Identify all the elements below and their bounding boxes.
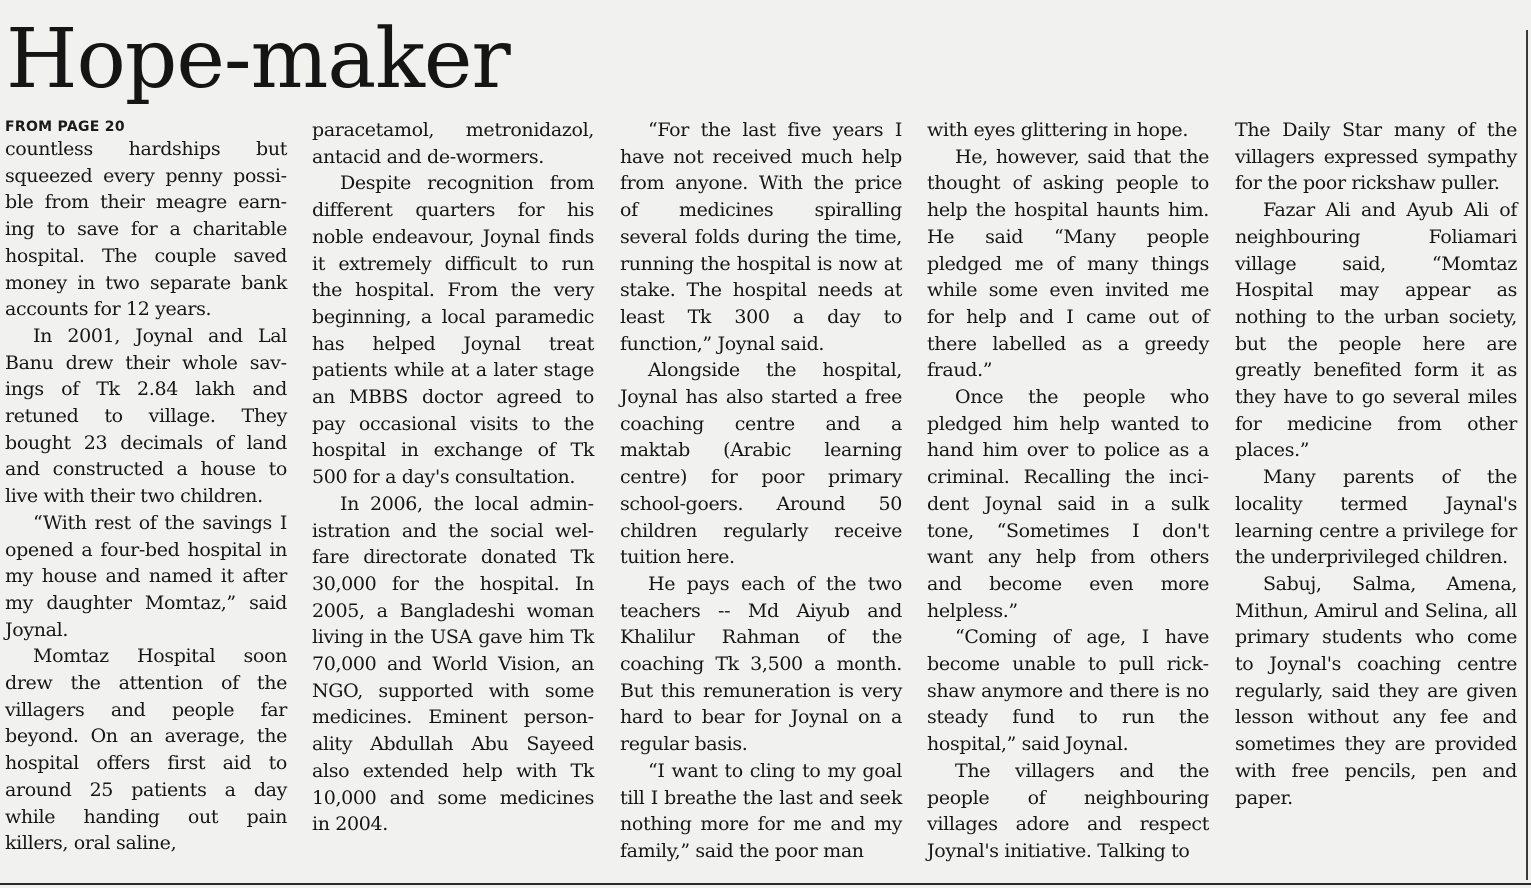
paragraph: Sabuj, Salma, Amena, Mithun, Amirul and Selina, all primary students who come to Joynal's coaching centre regularly, said they are given lesson without any fee and sometimes they are provided with free pencils, pen and paper.	[1235, 572, 1517, 809]
article-column-1	[5, 119, 287, 857]
article-column-4	[927, 117, 1209, 865]
paragraph: Despite recognition from different quarters for his noble endeavour, Joynal finds it extremely difficult to run the hospital. From the very beginning, a local paramedic has helped Joynal treat patients while at a later stage an MBBS doctor agreed to pay occasional visits to the hospital in exchange of Tk 500 for a day's consultation.	[312, 172, 594, 489]
paragraph: The villagers and the people of neighbouring villages adore and respect Joynal's initiative. Talking to	[927, 759, 1209, 862]
paragraph: “Coming of age, I have become unable to pull rickshaw anymore and there is no steady fund to run the hospital,” said Joynal.	[927, 626, 1209, 756]
paragraph: He, however, said that the thought of asking people to help the hospital haunts him. He said “Many people pledged me of many things while some even invited me for help and I came out of there labelled as a greedy fraud.”	[927, 145, 1209, 382]
continuation-kicker: FROM PAGE 20	[5, 119, 125, 135]
paragraph: The Daily Star many of the villagers expressed sympathy for the poor rickshaw puller.	[1235, 119, 1517, 195]
paragraph: Once the people who pledged him help wanted to hand him over to police as a criminal. Recalling the incident Joynal said in a sulk tone, “Sometimes I don't want any help from others and become even more helpless.”	[927, 386, 1209, 622]
paragraph: He pays each of the two teachers -- Md Aiyub and Khalilur Rahman of the coaching Tk 3,500 a month. But this remuneration is very hard to bear for Joynal on a regular basis.	[620, 572, 902, 756]
article-column-2	[312, 117, 594, 838]
paragraph: Momtaz Hospital soon drew the attention of the villagers and people far beyond. On an average, the hospital offers first aid to around 25 patients a day while handing out pain killers, oral saline,	[5, 645, 287, 855]
headline: Hope-maker	[6, 12, 510, 107]
paragraph: “For the last five years I have not received much help from anyone. With the price of medicines spiralling several folds during the time, running the hospital is now at stake. The hospital needs at least Tk 300 a day to function,” Joynal said.	[620, 119, 902, 355]
paragraph: Fazar Ali and Ayub Ali of neighbouring Foliamari village said, “Momtaz Hospital may appear as nothing to the urban society, but the people here are greatly benefited form it as they have to go several miles for medicine from other places.”	[1235, 199, 1517, 462]
paragraph: In 2001, Joynal and Lal Banu drew their whole savings of Tk 2.84 lakh and retuned to village. They bought 23 decimals of land and constructed a house to live with their two children.	[5, 324, 287, 508]
paragraph: “I want to cling to my goal till I breathe the last and seek nothing more for me and my family,” said the poor man	[620, 759, 902, 862]
paragraph: with eyes glittering in hope.	[927, 119, 1189, 141]
article-column-5	[1235, 117, 1517, 811]
paragraph: countless hardships but squeezed every penny possible from their meagre earning to save for a charitable hospital. The couple saved money in two separate bank accounts for 12 years.	[5, 138, 287, 321]
paragraph: “With rest of the savings I opened a four-bed hospital in my house and named it after my daughter Momtaz,” said Joynal.	[5, 511, 287, 641]
bottom-rule	[0, 883, 1531, 885]
paragraph: In 2006, the local administration and the social welfare directorate donated Tk 30,000 for the hospital. In 2005, a Bangladeshi woman living in the USA gave him Tk 70,000 and World Vision, an NGO, supported with some medicines. Eminent personality Abdullah Abu Sayeed also extended help with Tk 10,000 and some medicines in 2004.	[312, 492, 594, 836]
article-column-3	[620, 117, 902, 865]
paragraph: paracetamol, metronidazol, antacid and de-wormers.	[312, 119, 594, 168]
paragraph: Alongside the hospital, Joynal has also started a free coaching centre and a maktab (Arabic learning centre) for poor primary school-goers. Around 50 children regularly receive tuition here.	[620, 359, 902, 569]
paragraph: Many parents of the locality termed Jaynal's learning centre a privilege for the underprivileged children.	[1235, 466, 1517, 569]
column-rule	[1526, 30, 1528, 880]
